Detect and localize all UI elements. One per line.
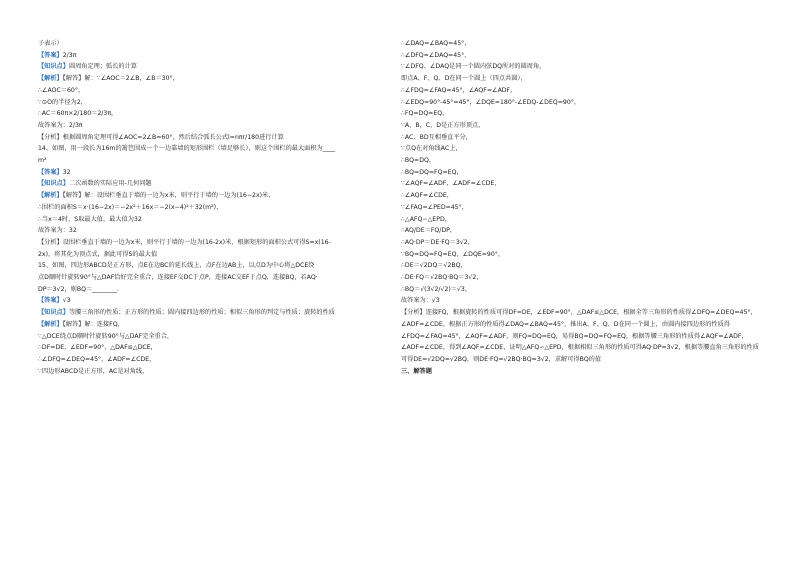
line-text: ∴BQ=DQ，	[401, 157, 436, 165]
left-line	[38, 319, 398, 331]
section-tag: 【知识点】	[38, 180, 69, 188]
left-line	[38, 237, 398, 249]
line-text: ∵BQ=DQ=FQ=EQ，∠DQE=90°，	[401, 250, 505, 258]
line-text: 【分析】设围栏垂直于墙的一边为x米，则平行于墙的一边为(16-2x)米，根据矩形的面积公式可得S=x(16-	[38, 238, 331, 246]
line-text: ∴∠DAQ=∠BAQ=45°，	[401, 40, 471, 47]
left-line	[38, 331, 398, 343]
right-line	[401, 307, 761, 366]
left-column	[38, 38, 398, 377]
line-text: ∴BQ=DQ=FQ=EQ，	[401, 168, 463, 176]
left-line	[38, 272, 398, 284]
line-text: 【分析】根据圆周角定理可得∠AOC=2∠B=60°，然后结合弧长公式l=nπr/180进行计算	[38, 133, 284, 141]
right-line	[401, 85, 761, 97]
line-text: ∴∠DFQ=∠DEQ=45°，∠ADF=∠CDE，	[38, 355, 156, 363]
line-text: ∴AQ·DP＝DE·FQ＝3√2，	[401, 238, 474, 246]
line-text: 2x)，将其化为顶点式，据此可得S的最大值	[38, 250, 158, 258]
line-text: √3	[62, 297, 71, 305]
line-text: ∴FQ=DQ=EQ，	[401, 110, 449, 118]
left-line	[38, 132, 398, 144]
line-text: ∵四边形ABCD是正方形，AC是对角线，	[38, 367, 149, 375]
section-tag: 【解析】	[38, 320, 63, 328]
line-text: ∵∠FAQ=∠PED=45°，	[401, 203, 468, 211]
left-line	[38, 342, 398, 354]
left-line	[38, 284, 398, 296]
line-text: ∵A，B，C，D是正方形顶点，	[401, 121, 485, 129]
line-text: 圆周角定理；弧长的计算	[68, 63, 137, 71]
right-column	[401, 38, 761, 377]
right-line	[401, 155, 761, 167]
left-line	[38, 85, 398, 97]
left-line	[38, 178, 398, 190]
line-text: DP＝3√2，则BQ＝________.	[38, 285, 119, 293]
line-text: ∴∠FDQ=∠FAQ=45°，∠AQF=∠ADF，	[401, 86, 517, 94]
right-line	[401, 260, 761, 272]
line-text: ∴∠DFQ=∠DAQ=45°，	[401, 51, 471, 59]
left-line	[38, 366, 398, 378]
left-line	[38, 108, 398, 120]
right-line	[401, 132, 761, 144]
line-text: ∴AC、BD互相垂直平分，	[401, 133, 472, 141]
right-line	[401, 202, 761, 214]
line-text: 即点A、F、Q、D在同一个圆上（四点共圆），	[401, 75, 527, 83]
left-line	[38, 61, 398, 73]
right-line	[401, 272, 761, 284]
left-line	[38, 225, 398, 237]
line-text: 二次函数的实际应用-几何问题	[68, 180, 152, 188]
left-line	[38, 50, 398, 62]
right-line	[401, 108, 761, 120]
section-tag: 【答案】	[38, 168, 63, 176]
left-line	[38, 143, 398, 155]
left-line	[38, 73, 398, 85]
left-line	[38, 97, 398, 109]
line-text: ∴△AFQ∽△EPD，	[401, 215, 451, 223]
line-text: ∴AC＝60π×2/180＝2/3π，	[38, 110, 118, 118]
section-tag: 【知识点】	[38, 63, 69, 71]
line-text: 三、解答题	[401, 367, 432, 375]
line-text: ∵△DCE绕点D顺时针旋转90°与△DAF完全重合，	[38, 332, 174, 340]
section-tag: 【答案】	[38, 297, 63, 305]
left-line	[38, 249, 398, 261]
right-line	[401, 73, 761, 85]
right-line	[401, 38, 761, 50]
right-line	[401, 97, 761, 109]
left-line	[38, 167, 398, 179]
line-text: 【解答】解：设围栏垂直于墙的一边为x米，则平行于墙的一边为(16−2x)米，	[62, 192, 275, 200]
line-text: 15、如图，四边形ABCD是正方形，点E在边BC的延长线上，点F在边AB上，以点D为中心将△DCE绕	[38, 262, 315, 270]
line-text: 14、如图，用一段长为16m的篱笆围成一个一边靠墙的矩形围栏（墙足够长），则这个围栏的最大面积为____	[38, 145, 336, 153]
left-line	[38, 214, 398, 226]
section-tag: 【答案】	[38, 51, 63, 59]
line-text: ∴∠EDQ=90°-45°=45°，∠DQE=180°-∠EDQ-∠DEQ=90°，	[401, 98, 581, 106]
left-line	[38, 155, 398, 167]
line-text: 【分析】连接FQ，根据旋转的性质可得DF=DE，∠EDF=90°，△DAF≌△DCE，根据全等三角形的性质得∠DFQ=∠DEQ=45°，∠ADF=∠CDE，根据正方形的性质得∠DAQ=∠BAQ=45°，推出A、F、Q、D在同一个圆上，由圆内接四边形的性质得∠FDQ=∠FAQ=45°，∠AQF=∠ADF，则FQ=DQ=EQ，易得BQ=DQ=FQ=EQ，根据等腰三角形的性质得∠AQF=∠ADF，∠ADF=∠CDE，得到∠AQF=∠CDE，证明△AFQ∽△EPD，根据相似三角形的性质可得AQ·DP=3√2，根据等腰直角三角形的性质可得DE=√2DQ=√2BQ，则DE·FQ=√2BQ·BQ=3√2，求解可得BQ的值	[401, 309, 759, 363]
line-text: ∴AQ/DE＝FQ/DP，	[401, 227, 457, 235]
line-text: ∵∠DFQ、∠DAQ是同一个圆内弦DQ所对的圆周角，	[401, 63, 546, 71]
line-text: 点D顺时针旋转90°与△DAF恰好完全重合，连接EF交DC于点P，连接AC交EF于点Q，连接BQ，若AQ·	[38, 274, 318, 282]
right-line	[401, 178, 761, 190]
left-line	[38, 307, 398, 319]
line-text: 2/3π	[62, 51, 77, 59]
line-text: ∴围栏的面积S＝x·(16−2x)＝−2x²＋16x＝−2(x−4)²＋32(m²)，	[38, 203, 223, 211]
line-text: ∴DF=DE，∠EDF=90°，△DAF≌△DCE，	[38, 344, 157, 352]
right-line	[401, 61, 761, 73]
line-text: 【解答】解：连接FQ，	[62, 320, 124, 328]
line-text: ∵⊙O的半径为2，	[38, 98, 87, 106]
line-text: m²	[38, 157, 47, 165]
line-text: ∴DE·FQ＝√2BQ·BQ＝3√2，	[401, 274, 483, 282]
line-text: 等腰三角形的性质；正方形的性质；圆内接四边形的性质；相似三角形的判定与性质；旋转的性质	[68, 309, 335, 317]
left-line	[38, 120, 398, 132]
line-text: 故答案为：2/3π	[38, 121, 83, 129]
left-line	[38, 354, 398, 366]
line-text: 故答案为：32	[38, 227, 77, 235]
line-text: 【解答】解：∵∠AOC＝2∠B，∠B＝30°，	[62, 75, 179, 83]
line-text: 32	[62, 168, 71, 176]
section-tag: 【知识点】	[38, 309, 69, 317]
line-text: ∵∠AQF=∠ADF，∠ADF=∠CDE，	[401, 180, 501, 188]
left-line	[38, 295, 398, 307]
right-line	[401, 249, 761, 261]
right-line	[401, 237, 761, 249]
section-tag: 【解析】	[38, 75, 63, 83]
left-line	[38, 190, 398, 202]
right-line	[401, 143, 761, 155]
line-text: ∵点Q在对角线AC上，	[401, 145, 462, 153]
right-line	[401, 120, 761, 132]
right-line	[401, 190, 761, 202]
right-line	[401, 284, 761, 296]
right-line	[401, 214, 761, 226]
left-line	[38, 260, 398, 272]
right-line	[401, 167, 761, 179]
line-text: ∴∠AQF=∠CDE，	[401, 192, 453, 200]
section-tag: 【解析】	[38, 192, 63, 200]
line-text: 子表示）	[38, 40, 63, 47]
line-text: ∴当x＝4时，S取最大值，最大值为32	[38, 215, 142, 223]
line-text: ∴DE＝√2DQ＝√2BQ，	[401, 262, 467, 270]
right-line	[401, 50, 761, 62]
left-line	[38, 38, 398, 50]
line-text: 故答案为：√3	[401, 297, 440, 305]
line-text: ∴∠AOC＝60°，	[38, 86, 85, 94]
right-line	[401, 366, 761, 378]
right-line	[401, 295, 761, 307]
left-line	[38, 202, 398, 214]
right-line	[401, 225, 761, 237]
line-text: ∴BQ＝√(3√2/√2)＝√3，	[401, 285, 472, 293]
